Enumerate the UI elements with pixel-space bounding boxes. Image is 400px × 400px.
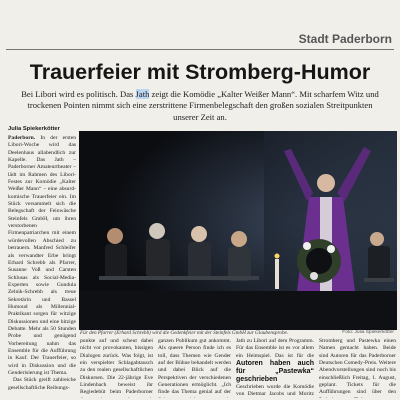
author-byline: Julia Spiekerkötter: [8, 126, 60, 132]
left-column: [8, 135, 76, 397]
column-4: [236, 338, 314, 398]
column-4-subhead: Autoren haben auch für „Pastewka“ geschrieben: [236, 360, 314, 383]
column-4-text: Jath zu Libori auf dem Programm. Für das Ensemble ist es vor allem ein Heimspiel. Das ist für die: [236, 338, 314, 359]
header-divider: [6, 49, 394, 50]
column-4-after: Geschrieben wurde die Komödie von Dietmar Jacobs und Moritz: [236, 384, 314, 398]
lede-highlight: Jath: [135, 89, 150, 99]
section-label: Stadt Paderborn: [298, 32, 392, 46]
stage-photo-illustration: [79, 131, 397, 330]
left-column-second-para: Das Stück greift zahlreiche gesellschaftliche Reibungs-: [8, 377, 76, 391]
lede: [20, 89, 380, 123]
column-5: Stromberg und Pastewka einen Namen gemacht haben. Beide sind Autoren für das Paderborner Deutschen Comedy-Preis. Weitere Abendvorstellungen sind noch bis einschließlich Freitag, 1. August, geplant. Tickets für die Aufführungen sind über den: [319, 338, 396, 396]
photo-caption: Für den Pfarrer (Erhard Schrebb) wird die Gedenkfeier mit der Steinfels GmbH zur Glaubensprobe.: [80, 330, 289, 336]
column-3: ganzen Publikum gut ankommt. Als queere Person finde ich es toll, dass Themen wie Gender auf der Bühne behandelt werden und dabei Blick auf die Perspektiven der verschiedenen Generationen ermöglicht. „Ich finde das Thema genial auf der: [158, 338, 231, 396]
column-2: punkte auf und scheut dabei nicht vor provokanten, bissigen Dialogen zurück. Was folgt, ist ein verspielter Schlagabtausch zu den realen gesellschaftlichen Diskursen. Die 22-jährige Eve Lindenbach beweist ihr Regiedebüt beim Paderborner: [80, 338, 153, 396]
lede-part-2: zeigt die Komödie „Kalter Weißer Mann“. Mit scharfem Witz und trockenen Pointen nimmt sich eine zerstrittene Firmenbelegschaft den großen sozialen Streitpunkten unserer Zeit an.: [27, 89, 379, 122]
lede-part-1: Bei Libori wird es politisch. Das: [21, 89, 136, 99]
headline: Trauerfeier mit Stromberg-Humor: [29, 60, 371, 84]
left-column-text: In der ersten Libori-Woche wird das Deelenhaus allabendlich zur Kapelle. Das Jath – Paderborner Amateurtheater – lädt im Rahmen des Libori-Festes zur Komödie „Kalter Weißer Mann“ – eine absurd-komische Trauerfeier ein. Im Stück versammelt sich die Belegschaft der Feinwäsche Steinfels GmbH, um ihren verstorbenen Firmenpatriarchen mit einem würdevollen Abschied zu betrauern. Manfred Schleifer als verwandter Erbe bringt Erhard Schrebb als Pfarrer, Susanne Voß und Carsten Schlusas als Social-Media-Experten sowie Gundula Zelnik-Schrebb als treue Sekretärin und Bassel Humoud als Millennial-Praktikant sorgen für witzige Diskussionen und eine hitzige Debatte. Mehr als 50 Stunden Probe und genügend Vorbereitung nahm das Ensemble für die Aufführung in Kauf. Der Trauerfeier, so wird in Diskussion und die Genderisierung ist Thema.: [8, 135, 76, 376]
article-photo: [79, 131, 397, 330]
dateline: Paderborn.: [8, 135, 36, 141]
photo-credit: Foto: Julia Spiekerkötter: [342, 330, 394, 335]
